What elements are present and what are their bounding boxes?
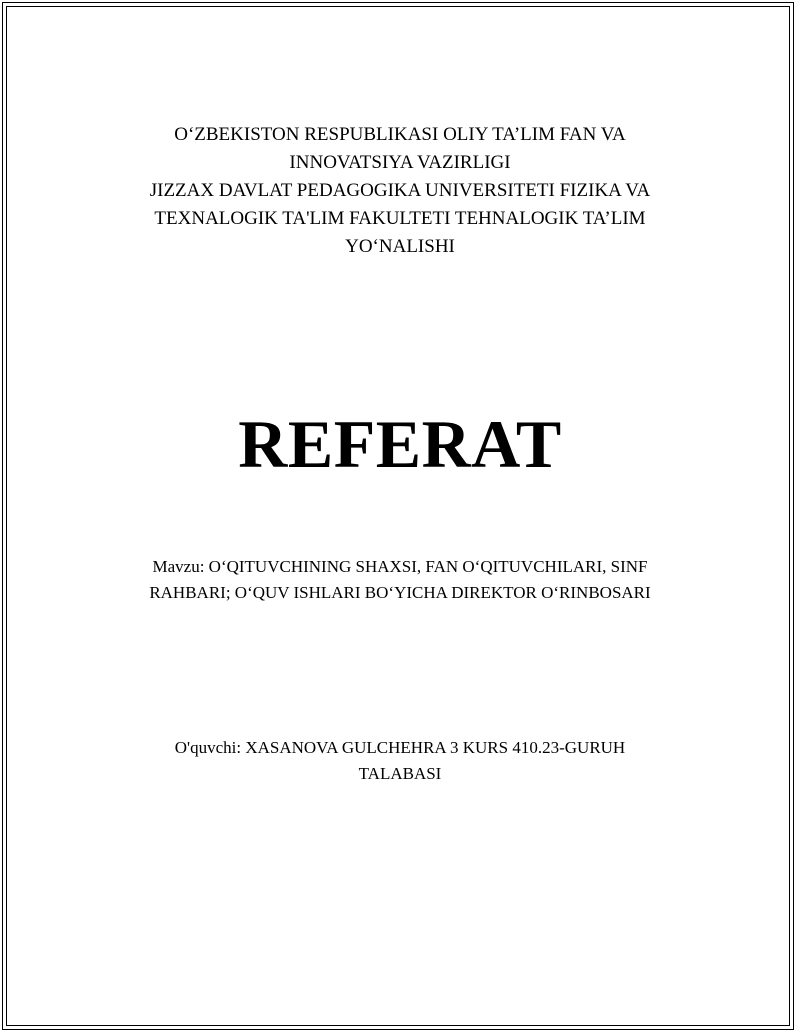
student-line-1: O'quvchi: XASANOVA GULCHEHRA 3 KURS 410.23-GURUH — [174, 738, 626, 757]
header-line-4: TEXNALOGIK TA'LIM FAKULTETI TEHNALOGIK TA’LIM — [154, 208, 646, 229]
student-line-2: TALABASI — [358, 764, 442, 783]
header-line-2: INNOVATSIYA VAZIRLIGI — [289, 152, 511, 173]
topic-line-2: RAHBARI; O‘QUV ISHLARI BO‘YICHA DIREKTOR O‘RINBOSARI — [149, 583, 651, 602]
header-line-1: O‘ZBEKISTON RESPUBLIKASI OLIY TA’LIM FAN VA — [174, 124, 626, 145]
header-line-3: JIZZAX DAVLAT PEDAGOGIKA UNIVERSITETI FIZIKA VA — [149, 180, 651, 201]
document-title: REFERAT — [238, 406, 562, 482]
student-section — [0, 735, 800, 787]
institution-header — [0, 121, 800, 261]
header-line-5: YO‘NALISHI — [345, 236, 455, 257]
topic-section — [0, 554, 800, 606]
topic-line-1: Mavzu: O‘QITUVCHINING SHAXSI, FAN O‘QITUVCHILARI, SINF — [152, 557, 648, 576]
